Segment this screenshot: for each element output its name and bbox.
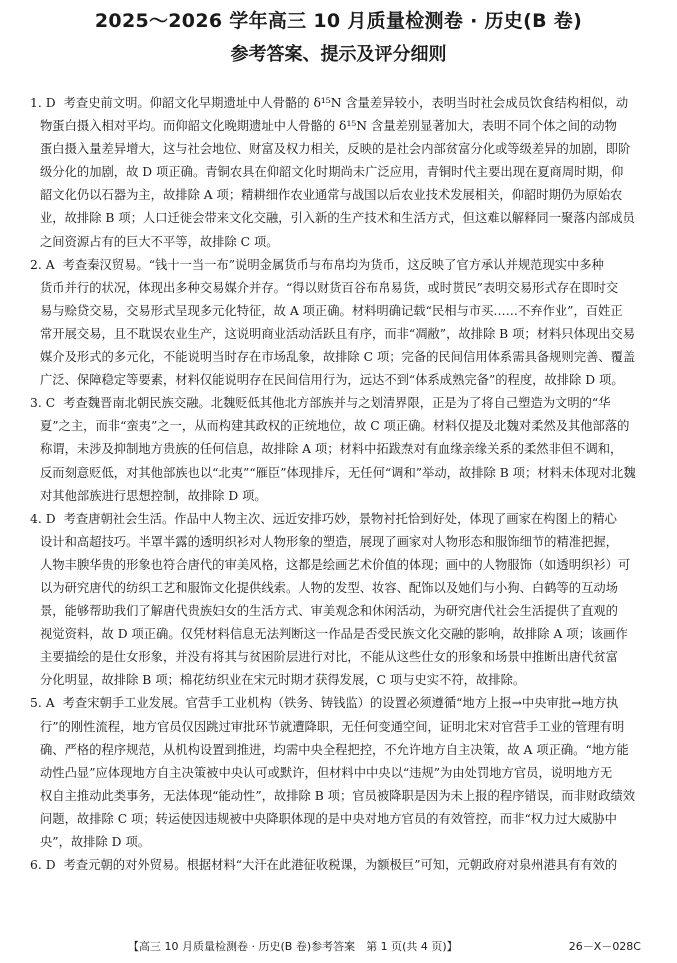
answer-item-line: 问题，故排除 C 项；转运使因违规被中央降职体现的是中央对地方官员的有效管控，而非“权力过大威胁中 — [40, 811, 617, 826]
answer-item-first-line — [30, 692, 656, 715]
answer-item — [30, 254, 656, 393]
answer-item-line: 分化明显，故排除 B 项；棉花纺织业在宋元时期才获得发展，C 项与史实不符，故排除。 — [40, 673, 526, 688]
item-text: 考查元朝的对外贸易。根据材料“大汗在此港征收税课，为额极巨”可知，元朝政府对泉州港具有有效的 — [63, 858, 618, 873]
answer-item-line: 权自主推动此类事务，无法体现“能动性”，故排除 B 项；官员被降职是因为未上报的程序错误，而非财政绩效 — [40, 788, 636, 803]
answer-body — [30, 92, 656, 877]
answer-item-line: 设计和高超技巧。半罩半露的透明织衫对人物形象的塑造，展现了画家对人物形态和服饰细节的精准把握， — [40, 534, 618, 549]
item-text: 考查唐朝社会生活。作品中人物主次、远近安排巧妙，景物衬托恰到好处，体现了画家在构图上的精心 — [63, 511, 617, 526]
answer-item — [30, 508, 656, 693]
item-answer: D — [45, 96, 56, 110]
item-text: 考查秦汉贸易。“钱十一当一布”说明金属货币与布帛均为货币，这反映了官方承认并规范现实中多种 — [62, 257, 604, 272]
item-text: 考查史前文明。仰韶文化早期遗址中人骨骼的 δ¹⁵N 含量差异较小，表明当时社会成员饮食结构相似，动 — [63, 96, 629, 110]
answer-item-line: 称谓，未涉及抑制地方贵族的任何信息，故排除 A 项；材料中拓跋焘对有血缘亲缘关系的柔然非但不调和， — [40, 442, 623, 457]
answer-item-line: 常开展交易，且不耽误农业生产，这说明商业活动活跃且有序，而非“凋敝”，故排除 B 项；材料只体现出交易 — [40, 326, 636, 341]
answer-item-first-line — [30, 92, 656, 115]
footer-title: 【高三 10 月质量检测卷 · 历史(B 卷)参考答案 第 1 页(共 4 页)】 — [128, 940, 458, 953]
item-answer: A — [45, 696, 55, 711]
answer-item-line: 对其他部族进行思想控制，故排除 D 项。 — [40, 488, 267, 503]
answer-item-line: 确、严格的程序规范，从机构设置到推进，均需中央全程把控，不允许地方自主决策，故 A 项正确。“地方能 — [40, 742, 629, 757]
answer-item-line: 之间资源占有的巨大不平等，故排除 C 项。 — [40, 234, 279, 249]
item-number: 4. — [30, 511, 42, 526]
item-answer: D — [45, 858, 56, 873]
answer-item-line: 人物丰腴华贵的形象也符合唐代的审美风格，这都是绘画艺术价值的体现；画中的人物服饰（如透明织衫）可 — [40, 557, 631, 572]
answer-item — [30, 392, 656, 507]
answer-item-line: 蛋白摄入量差异增大，这与社会地位、财富及权力相关，反映的是社会内部贫富分化或等级差异的加剧，即阶 — [40, 142, 631, 157]
answer-item-line: 货币并行的状况，体现出多种交易媒介并存。“得以财货百谷布帛易货，或时贳民”表明交易形式存在即时交 — [40, 280, 619, 295]
item-number: 5. — [30, 696, 42, 711]
answer-item-line: 夏”之主，而非“蛮夷”之一，从而构建其政权的正统地位，故 C 项正确。材料仅提及北魏对柔然及其他部落的 — [40, 419, 630, 434]
item-answer: C — [45, 396, 56, 411]
footer-code: 26－X－028C — [568, 940, 641, 953]
answer-item — [30, 854, 656, 877]
item-answer: A — [45, 257, 55, 272]
item-text: 考查宋朝手工业发展。官营手工业机构（铁务、铸钱监）的设置必须遵循“地方上报→中央审批→地方执 — [62, 696, 619, 711]
answer-item — [30, 92, 656, 254]
answer-item-line: 动性凸显”应体现地方自主决策被中央认可或默许，但材料中中央以“违规”为由处罚地方官员，说明地方无 — [40, 765, 613, 780]
answer-item-first-line — [30, 254, 656, 277]
answer-item-line: 广泛、保障稳定等要素，材料仅能说明存在民间信用行为，远达不到“体系成熟完备”的程度，故排除 D 项。 — [40, 373, 624, 388]
item-number: 6. — [30, 858, 42, 873]
answer-item-line: 央”，故排除 D 项。 — [40, 835, 151, 849]
answer-item-line: 以为研究唐代的纺织工艺和服饰文化提供线索。人物的发型、妆容、配饰以及她们与小狗、白鹤等的互动场 — [40, 580, 618, 595]
item-text: 考查魏晋南北朝民族交融。北魏贬低其他北方部族并与之划清界限，正是为了将自己塑造为文明的“华 — [63, 396, 611, 411]
item-number: 1. — [30, 96, 42, 110]
page-subtitle: 参考答案、提示及评分细则 — [230, 44, 447, 65]
answer-item-line: 业，故排除 B 项；人口迁徙会带来文化交融，引入新的生产技术和生活方式，但这难以解释同一聚落内部成员 — [40, 211, 635, 226]
answer-item-line: 物蛋白摄入相对平均。而仰韶文化晚期遗址中人骨骼的 δ¹⁵N 含量差别显著加大，表明不同个体之间的动物 — [40, 119, 617, 134]
answer-item-line: 行”的刚性流程，地方官员仅因跳过审批环节就遭降职，无任何变通空间，证明北宋对官营手工业的管理有明 — [40, 719, 625, 734]
answer-item-line: 级分化的加剧，故 D 项正确。青铜农具在仰韶文化时期尚未广泛应用，青铜时代主要出现在夏商周时期，仰 — [40, 165, 624, 180]
item-number: 2. — [30, 257, 42, 272]
answer-item-first-line — [30, 508, 656, 531]
answer-item-line: 反而刻意贬低，对其他部族也以“北夷”“雁臣”体现排斥，无任何“调和”举动，故排除 B 项；材料未体现对北魏 — [40, 465, 636, 480]
item-number: 3. — [30, 396, 42, 411]
answer-item-first-line — [30, 392, 656, 415]
answer-item-line: 韶文化仍以石器为主，故排除 A 项；精耕细作农业通常与战国以后农业技术发展相关，仰韶时期仍为原始农 — [40, 188, 623, 203]
answer-item-line: 媒介及形式的多元化，不能说明当时存在市场乱象，故排除 C 项；完备的民间信用体系需具备规则完善、覆盖 — [40, 350, 636, 365]
answer-item — [30, 692, 656, 854]
answer-item-first-line — [30, 854, 656, 877]
page-footer — [0, 938, 677, 963]
answer-item-line: 视觉资料，故 D 项正确。仅凭材料信息无法判断这一作品是否受民族文化交融的影响，故排除 A 项；该画作 — [40, 627, 628, 642]
answer-item-line: 易与赊贷交易，交易形式呈现多元化特征，故 A 项正确。材料明确记载“民相与市买……不弃作业”，百姓正 — [40, 303, 623, 318]
page-title: 2025～2026 学年高三 10 月质量检测卷 · 历史(B 卷) — [94, 10, 583, 32]
answer-item-line: 景，能够帮助我们了解唐代贵族妇女的生活方式、审美观念和休闲活动，为研究唐代社会生活提供了直观的 — [40, 604, 618, 619]
item-answer: D — [45, 511, 56, 526]
answer-item-line: 主要描绘的是仕女形象，并没有将其与贫困阶层进行对比，不能从这些仕女的形象和场景中推断出唐代贫富 — [40, 650, 618, 665]
